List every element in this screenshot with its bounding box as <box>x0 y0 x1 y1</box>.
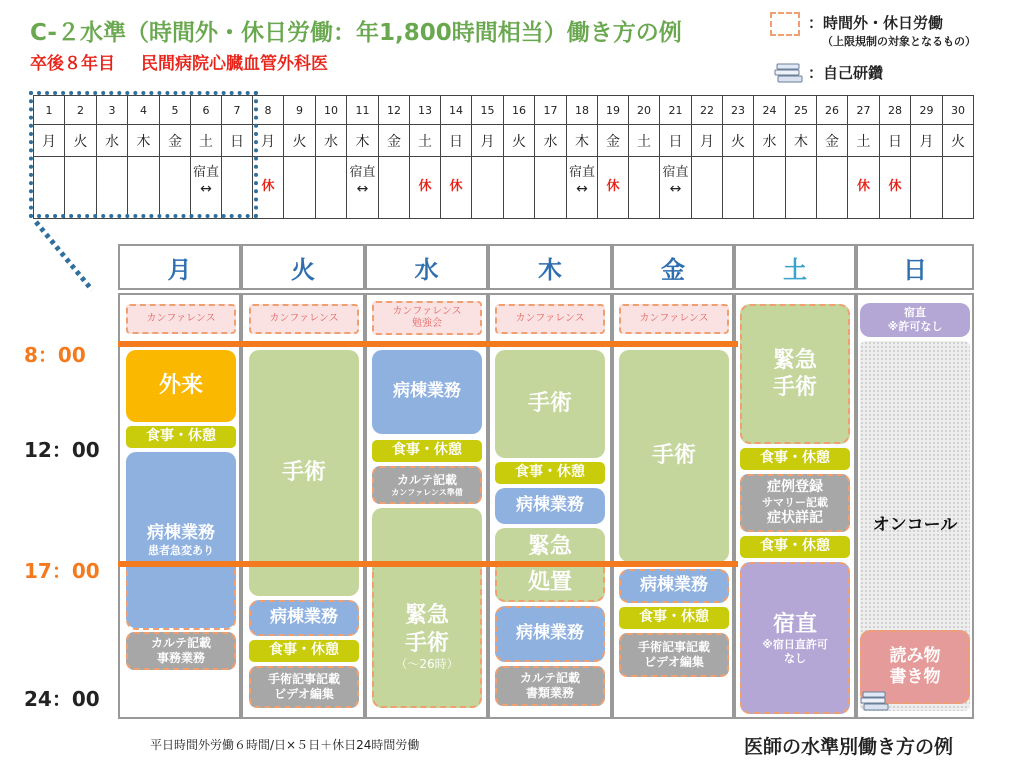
line-8am <box>118 341 738 347</box>
calendar-weekday: 土 <box>848 125 880 157</box>
subtitle-dept: 民間病院心臓血管外科医 <box>141 54 328 74</box>
footer-caption: 医師の水準別働き方の例 <box>744 736 954 758</box>
calendar-note: 休 <box>880 157 911 219</box>
line-5pm <box>118 561 738 567</box>
time-label-17: 17：00 <box>24 559 100 583</box>
calendar-weekday: 火 <box>504 125 535 157</box>
calendar-weekday: 日 <box>222 125 253 157</box>
night-duty-label: 宿直 <box>349 165 376 180</box>
time-label-8: 8：00 <box>24 343 86 367</box>
calendar-note: 休 <box>598 157 629 219</box>
calendar-date: 13 <box>410 96 441 125</box>
overtime-legend-label: ：時間外・休日労働 <box>808 14 944 32</box>
tue-ward-block: 病棟業務 <box>249 600 359 636</box>
night-duty-label: 宿直 <box>568 165 595 180</box>
mon-ward-overtime-outline <box>126 566 236 630</box>
calendar-note <box>943 157 974 219</box>
calendar-note <box>347 157 379 219</box>
calendar-note <box>754 157 786 219</box>
self-study-legend-label: ：自己研鑽 <box>808 64 884 82</box>
calendar-date: 22 <box>692 96 723 125</box>
calendar-note <box>316 157 347 219</box>
calendar-note: 休 <box>253 157 284 219</box>
calendar-date: 18 <box>567 96 598 125</box>
calendar-date: 5 <box>160 96 191 125</box>
wed-emergency-surgery-block: 緊急 手術 （～26時） <box>372 568 482 708</box>
calendar-weekday: 金 <box>379 125 410 157</box>
calendar-date: 15 <box>472 96 504 125</box>
night-duty-label: 宿直 <box>662 165 689 180</box>
calendar-date: 7 <box>222 96 253 125</box>
calendar-note <box>379 157 410 219</box>
wed-emergency-top <box>372 508 482 568</box>
calendar-weekday: 月 <box>472 125 504 157</box>
time-label-24: 24：00 <box>24 687 100 711</box>
day-header-sat: 土 <box>734 244 856 290</box>
mon-ward-block: 病棟業務 患者急変あり <box>126 452 236 628</box>
calendar-weekday: 月 <box>34 125 65 157</box>
sat-night-duty-block: 宿直 ※宿日直許可 なし <box>740 562 850 714</box>
thu-ward-late-block: 病棟業務 <box>495 606 605 662</box>
calendar-note <box>723 157 754 219</box>
day-header-sun: 日 <box>856 244 974 290</box>
fri-record-block: 手術記事記載 ビデオ編集 <box>619 633 729 677</box>
day-header-tue: 火 <box>241 244 365 290</box>
calendar-date: 12 <box>379 96 410 125</box>
night-duty-label: 宿直 <box>192 165 219 180</box>
calendar-date: 9 <box>284 96 316 125</box>
calendar-weekday: 火 <box>943 125 974 157</box>
subtitle-year: 卒後８年目 <box>30 54 115 74</box>
calendar-note <box>692 157 723 219</box>
tue-conference-block: カンファレンス <box>249 304 359 334</box>
mon-outpatient-block: 外来 <box>126 350 236 422</box>
calendar-date: 19 <box>598 96 629 125</box>
week-connector-line <box>0 0 120 300</box>
calendar-weekday: 土 <box>410 125 441 157</box>
sat-meal-block-2: 食事・休憩 <box>740 536 850 558</box>
overtime-legend-swatch <box>770 12 800 36</box>
thu-ward-block: 病棟業務 <box>495 488 605 524</box>
calendar-date: 2 <box>65 96 97 125</box>
fri-ward-block: 病棟業務 <box>619 569 729 603</box>
calendar-weekday: 木 <box>347 125 379 157</box>
calendar-weekday: 水 <box>316 125 347 157</box>
fri-meal-block: 食事・休憩 <box>619 607 729 629</box>
mon-chart-block: カルテ記載 事務業務 <box>126 632 236 670</box>
thu-emergency-top: 緊急 <box>495 528 605 566</box>
fri-conference-block: カンファレンス <box>619 304 729 334</box>
mon-meal-block: 食事・休憩 <box>126 426 236 448</box>
calendar-weekday: 土 <box>191 125 222 157</box>
calendar-weekday: 火 <box>65 125 97 157</box>
mon-conference-block: カンファレンス <box>126 304 236 334</box>
calendar-date: 25 <box>786 96 817 125</box>
double-arrow-icon: ↔ <box>356 181 369 198</box>
calendar-date: 17 <box>535 96 567 125</box>
sun-reading-writing-block: 読み物 書き物 <box>860 630 970 704</box>
wed-conference-block: カンファレンス 勉強会 <box>372 301 482 335</box>
calendar-weekday: 金 <box>598 125 629 157</box>
calendar-note <box>911 157 943 219</box>
calendar-date: 16 <box>504 96 535 125</box>
tue-meal-block: 食事・休憩 <box>249 640 359 662</box>
thu-conference-block: カンファレンス <box>495 304 605 334</box>
sat-emergency-surgery-block: 緊急 手術 <box>740 304 850 444</box>
calendar-date: 10 <box>316 96 347 125</box>
calendar-weekday: 水 <box>754 125 786 157</box>
calendar-date: 11 <box>347 96 379 125</box>
calendar-date: 26 <box>817 96 848 125</box>
calendar-note <box>817 157 848 219</box>
calendar-date: 4 <box>128 96 160 125</box>
calendar-date: 21 <box>660 96 692 125</box>
day-header-wed: 水 <box>365 244 488 290</box>
calendar-weekday: 日 <box>880 125 911 157</box>
calendar-weekday: 土 <box>629 125 660 157</box>
calendar-note: 休 <box>410 157 441 219</box>
calendar-weekday: 木 <box>567 125 598 157</box>
calendar-note <box>504 157 535 219</box>
double-arrow-icon: ↔ <box>200 181 212 198</box>
calendar-note <box>472 157 504 219</box>
calendar-note: 休 <box>848 157 880 219</box>
footer-note: 平日時間外労働６時間/日×５日＋休日24時間労働 <box>150 738 420 752</box>
calendar-date: 1 <box>34 96 65 125</box>
calendar-date: 30 <box>943 96 974 125</box>
wed-ward-block: 病棟業務 <box>372 350 482 434</box>
calendar-weekday: 火 <box>284 125 316 157</box>
calendar-date: 14 <box>441 96 472 125</box>
tue-surgery-block: 手術 <box>249 350 359 596</box>
thu-surgery-block: 手術 <box>495 350 605 458</box>
page-title: C-２水準（時間外・休日労働：年1,800時間相当）働き方の例 <box>30 20 682 46</box>
sun-night-duty-block: 宿直 ※許可なし <box>860 303 970 337</box>
calendar-weekday: 日 <box>660 125 692 157</box>
calendar-date: 23 <box>723 96 754 125</box>
sun-oncall-block: オンコール <box>860 341 970 711</box>
calendar-weekday: 月 <box>911 125 943 157</box>
calendar-date: 24 <box>754 96 786 125</box>
calendar-weekday: 金 <box>817 125 848 157</box>
calendar-date: 3 <box>97 96 128 125</box>
calendar-weekday: 日 <box>441 125 472 157</box>
time-label-12: 12：00 <box>24 438 100 462</box>
calendar-note: 休 <box>441 157 472 219</box>
calendar-note <box>284 157 316 219</box>
calendar-date: 29 <box>911 96 943 125</box>
calendar-note <box>567 157 598 219</box>
double-arrow-icon: ↔ <box>576 181 588 198</box>
calendar-note <box>786 157 817 219</box>
sat-case-registration-block: 症例登録 サマリー記載 症状詳記 <box>740 474 850 532</box>
wed-meal-block: 食事・休憩 <box>372 440 482 462</box>
tue-record-block: 手術記事記載 ビデオ編集 <box>249 666 359 708</box>
books-icon <box>860 690 890 712</box>
sat-meal-block-1: 食事・休憩 <box>740 448 850 470</box>
day-header-thu: 木 <box>488 244 612 290</box>
calendar-weekday: 木 <box>786 125 817 157</box>
calendar-date: 28 <box>880 96 911 125</box>
calendar-weekday: 月 <box>253 125 284 157</box>
calendar-weekday: 水 <box>97 125 128 157</box>
calendar-weekday: 月 <box>692 125 723 157</box>
calendar-weekday: 金 <box>160 125 191 157</box>
calendar-date: 6 <box>191 96 222 125</box>
books-icon <box>774 62 804 84</box>
fri-surgery-block: 手術 <box>619 350 729 562</box>
overtime-legend-note: （上限規制の対象となるもの） <box>822 35 976 48</box>
calendar-date: 20 <box>629 96 660 125</box>
thu-meal-block: 食事・休憩 <box>495 462 605 484</box>
day-header-fri: 金 <box>612 244 734 290</box>
double-arrow-icon: ↔ <box>669 181 682 198</box>
thu-chart-block: カルテ記載 書類業務 <box>495 666 605 706</box>
calendar-note <box>660 157 692 219</box>
calendar-note <box>629 157 660 219</box>
calendar-weekday: 火 <box>723 125 754 157</box>
calendar-weekday: 水 <box>535 125 567 157</box>
calendar-date: 27 <box>848 96 880 125</box>
calendar-note <box>535 157 567 219</box>
calendar-date: 8 <box>253 96 284 125</box>
thu-emergency-procedure-block: 処置 <box>495 566 605 602</box>
wed-chart-block: カルテ記載 カンファレンス準備 <box>372 466 482 504</box>
calendar-weekday: 木 <box>128 125 160 157</box>
day-header-mon: 月 <box>118 244 241 290</box>
